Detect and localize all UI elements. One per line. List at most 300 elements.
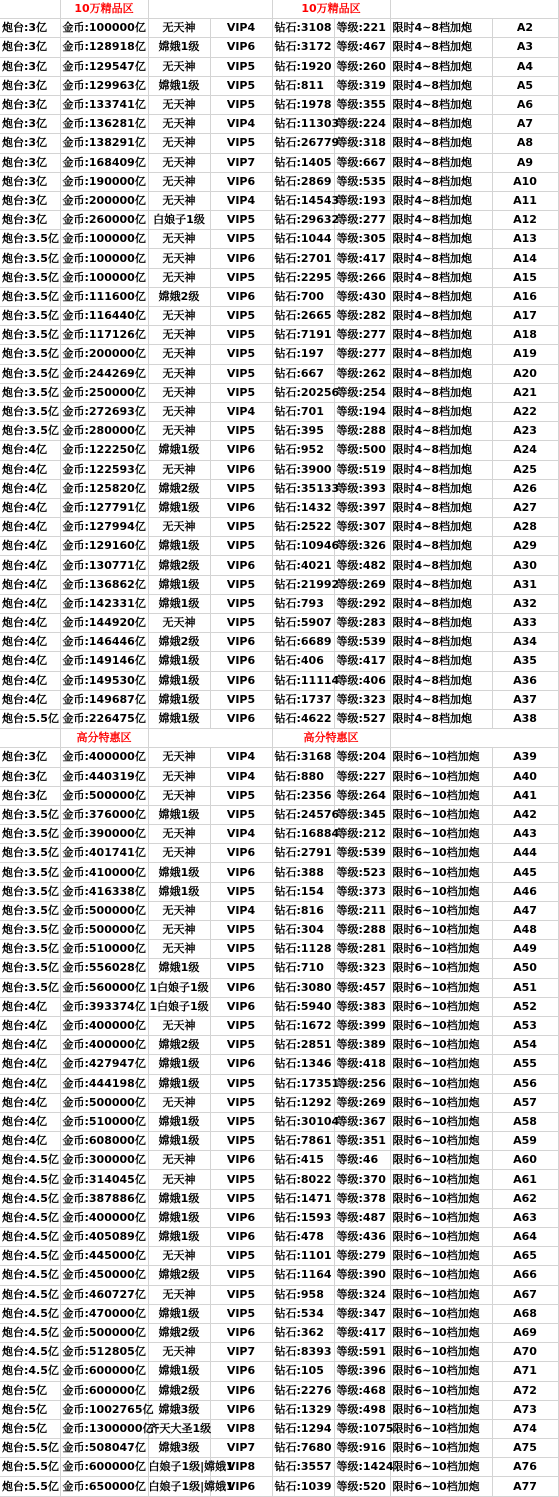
cannon-cell: 炮台:3亿 [0,134,60,153]
promo-cell: 限时6~10档加炮 [390,1419,492,1438]
table-row [0,1266,558,1285]
vip-cell: VIP5 [210,537,272,556]
code-cell: A6 [492,95,558,114]
cannon-cell: 炮台:3.5亿 [0,422,60,441]
level-cell: 等级:211 [334,901,390,920]
vip-cell: VIP5 [210,383,272,402]
diamonds-cell: 钻石:1164 [272,1266,334,1285]
promo-cell: 限时6~10档加炮 [390,844,492,863]
cannon-cell: 炮台:3亿 [0,115,60,134]
code-cell: A77 [492,1477,558,1496]
deity-cell: 无天神 [148,1247,210,1266]
cannon-cell: 炮台:3亿 [0,211,60,230]
table-row [0,786,558,805]
code-cell: A43 [492,825,558,844]
cannon-cell: 炮台:4.5亿 [0,1362,60,1381]
diamonds-cell: 钻石:304 [272,921,334,940]
vip-cell: VIP5 [210,76,272,95]
deity-cell: 无天神 [148,57,210,76]
diamonds-cell: 钻石:3168 [272,748,334,767]
cannon-cell: 炮台:3.5亿 [0,863,60,882]
code-cell: A3 [492,38,558,57]
vip-cell: VIP6 [210,633,272,652]
cannon-cell: 炮台:3亿 [0,153,60,172]
vip-cell: VIP8 [210,1458,272,1477]
promo-cell: 限时4~8档加炮 [390,76,492,95]
level-cell: 等级:539 [334,844,390,863]
promo-cell: 限时4~8档加炮 [390,383,492,402]
level-cell: 等级:288 [334,921,390,940]
level-cell: 等级:307 [334,518,390,537]
level-cell: 等级:417 [334,249,390,268]
level-cell: 等级:347 [334,1304,390,1323]
vip-cell: VIP5 [210,1036,272,1055]
coins-cell: 金币:400000亿 [60,1208,148,1227]
code-cell: A32 [492,594,558,613]
table-row [0,364,558,383]
promo-cell: 限时6~10档加炮 [390,1266,492,1285]
deity-cell: 无天神 [148,383,210,402]
diamonds-cell: 钻石:816 [272,901,334,920]
promo-cell: 限时6~10档加炮 [390,978,492,997]
coins-cell: 金币:401741亿 [60,844,148,863]
deity-cell: 无天神 [148,230,210,249]
cannon-cell: 炮台:4亿 [0,652,60,671]
table-row [0,882,558,901]
diamonds-cell: 钻石:10946 [272,537,334,556]
promo-cell: 限时6~10档加炮 [390,1439,492,1458]
empty-cell [0,729,60,748]
vip-cell: VIP4 [210,825,272,844]
promo-cell: 限时6~10档加炮 [390,1285,492,1304]
code-cell: A19 [492,345,558,364]
table-row [0,959,558,978]
cannon-cell: 炮台:3.5亿 [0,230,60,249]
cannon-cell: 炮台:4.5亿 [0,1285,60,1304]
diamonds-cell: 钻石:7861 [272,1132,334,1151]
table-row [0,978,558,997]
deity-cell: 嫦娥1级 [148,76,210,95]
cannon-cell: 炮台:4亿 [0,594,60,613]
cannon-cell: 炮台:3.5亿 [0,268,60,287]
deity-cell: 无天神 [148,518,210,537]
cannon-cell: 炮台:3.5亿 [0,901,60,920]
table-row [0,38,558,57]
deity-cell: 无天神 [148,921,210,940]
promo-cell: 限时4~8档加炮 [390,556,492,575]
table-row [0,115,558,134]
level-cell: 等级:305 [334,230,390,249]
cannon-cell: 炮台:4亿 [0,1016,60,1035]
deity-cell: 无天神 [148,748,210,767]
table-row [0,345,558,364]
table-row [0,134,558,153]
level-cell: 等级:283 [334,614,390,633]
coins-cell: 金币:129160亿 [60,537,148,556]
vip-cell: VIP6 [210,652,272,671]
cannon-cell: 炮台:4.5亿 [0,1304,60,1323]
deity-cell: 无天神 [148,249,210,268]
promo-cell: 限时6~10档加炮 [390,959,492,978]
level-cell: 等级:46 [334,1151,390,1170]
vip-cell: VIP5 [210,1266,272,1285]
table-row [0,844,558,863]
code-cell: A52 [492,997,558,1016]
deity-cell: 无天神 [148,134,210,153]
table-row [0,1016,558,1035]
diamonds-cell: 钻石:8393 [272,1343,334,1362]
promo-cell: 限时4~8档加炮 [390,134,492,153]
table-row [0,1419,558,1438]
table-row [0,1093,558,1112]
table-row [0,1228,558,1247]
deity-cell: 齐天大圣1级 [148,1419,210,1438]
code-cell: A65 [492,1247,558,1266]
section-title: 10万精品区 [272,0,390,19]
level-cell: 等级:1424 [334,1458,390,1477]
vip-cell: VIP6 [210,498,272,517]
code-cell: A37 [492,690,558,709]
code-cell: A58 [492,1112,558,1131]
code-cell: A70 [492,1343,558,1362]
cannon-cell: 炮台:4亿 [0,498,60,517]
table-row [0,402,558,421]
diamonds-cell: 钻石:11114 [272,671,334,690]
level-cell: 等级:224 [334,115,390,134]
coins-cell: 金币:650000亿 [60,1477,148,1496]
vip-cell: VIP5 [210,345,272,364]
diamonds-cell: 钻石:3557 [272,1458,334,1477]
coins-cell: 金币:608000亿 [60,1132,148,1151]
deity-cell: 嫦娥1级 [148,1228,210,1247]
vip-cell: VIP5 [210,57,272,76]
diamonds-cell: 钻石:362 [272,1323,334,1342]
diamonds-cell: 钻石:4622 [272,709,334,728]
vip-cell: VIP5 [210,518,272,537]
diamonds-cell: 钻石:415 [272,1151,334,1170]
vip-cell: VIP5 [210,211,272,230]
table-row [0,1074,558,1093]
promo-cell: 限时4~8档加炮 [390,422,492,441]
diamonds-cell: 钻石:1039 [272,1477,334,1496]
table-row [0,1132,558,1151]
coins-cell: 金币:190000亿 [60,172,148,191]
deity-cell: 嫦娥1级 [148,537,210,556]
diamonds-cell: 钻石:105 [272,1362,334,1381]
table-row [0,1247,558,1266]
section-header-premium [0,0,558,19]
vip-cell: VIP4 [210,901,272,920]
promo-cell: 限时4~8档加炮 [390,172,492,191]
level-cell: 等级:457 [334,978,390,997]
deity-cell: 嫦娥1级 [148,1112,210,1131]
vip-cell: VIP6 [210,556,272,575]
cannon-cell: 炮台:4亿 [0,614,60,633]
vip-cell: VIP5 [210,921,272,940]
code-cell: A40 [492,767,558,786]
promo-cell: 限时6~10档加炮 [390,1093,492,1112]
code-cell: A41 [492,786,558,805]
deity-cell: 嫦娥2级 [148,556,210,575]
diamonds-cell: 钻石:880 [272,767,334,786]
deity-cell: 无天神 [148,825,210,844]
promo-cell: 限时4~8档加炮 [390,268,492,287]
cannon-cell: 炮台:4亿 [0,518,60,537]
table-row [0,1458,558,1477]
vip-cell: VIP6 [210,460,272,479]
vip-cell: VIP5 [210,422,272,441]
coins-cell: 金币:125820亿 [60,479,148,498]
promo-cell: 限时4~8档加炮 [390,402,492,421]
cannon-cell: 炮台:4亿 [0,537,60,556]
promo-cell: 限时6~10档加炮 [390,1151,492,1170]
vip-cell: VIP6 [210,1400,272,1419]
cannon-cell: 炮台:3亿 [0,786,60,805]
vip-cell: VIP5 [210,1112,272,1131]
coins-cell: 金币:129547亿 [60,57,148,76]
table-row [0,1189,558,1208]
empty-cell [148,729,272,748]
diamonds-cell: 钻石:1346 [272,1055,334,1074]
table-row [0,767,558,786]
deity-cell: 无天神 [148,844,210,863]
diamonds-cell: 钻石:6689 [272,633,334,652]
cannon-cell: 炮台:3.5亿 [0,402,60,421]
coins-cell: 金币:1002765亿 [60,1400,148,1419]
vip-cell: VIP6 [210,844,272,863]
vip-cell: VIP6 [210,1208,272,1227]
promo-cell: 限时6~10档加炮 [390,1362,492,1381]
promo-cell: 限时4~8档加炮 [390,57,492,76]
code-cell: A20 [492,364,558,383]
deity-cell: 嫦娥1级 [148,1074,210,1093]
diamonds-cell: 钻石:3080 [272,978,334,997]
level-cell: 等级:292 [334,594,390,613]
level-cell: 等级:498 [334,1400,390,1419]
level-cell: 等级:279 [334,1247,390,1266]
vip-cell: VIP5 [210,1093,272,1112]
table-row [0,633,558,652]
deity-cell: 嫦娥2级 [148,1323,210,1342]
cannon-cell: 炮台:3亿 [0,57,60,76]
deity-cell: 嫦娥1级 [148,671,210,690]
table-row [0,594,558,613]
vip-cell: VIP5 [210,268,272,287]
promo-cell: 限时4~8档加炮 [390,518,492,537]
cannon-cell: 炮台:5.5亿 [0,709,60,728]
cannon-cell: 炮台:4.5亿 [0,1228,60,1247]
coins-cell: 金币:410000亿 [60,863,148,882]
code-cell: A75 [492,1439,558,1458]
cannon-cell: 炮台:5.5亿 [0,1458,60,1477]
cannon-cell: 炮台:3亿 [0,748,60,767]
diamonds-cell: 钻石:1432 [272,498,334,517]
cannon-cell: 炮台:4.5亿 [0,1189,60,1208]
table-row [0,268,558,287]
vip-cell: VIP5 [210,1170,272,1189]
level-cell: 等级:373 [334,882,390,901]
code-cell: A47 [492,901,558,920]
diamonds-cell: 钻石:7191 [272,326,334,345]
code-cell: A39 [492,748,558,767]
deity-cell: 嫦娥1级 [148,1132,210,1151]
deity-cell: 无天神 [148,422,210,441]
deity-cell: 嫦娥1级 [148,441,210,460]
diamonds-cell: 钻石:7680 [272,1439,334,1458]
deity-cell: 1白娘子1级 [148,978,210,997]
deity-cell: 1白娘子1级 [148,997,210,1016]
code-cell: A73 [492,1400,558,1419]
coins-cell: 金币:111600亿 [60,287,148,306]
coins-cell: 金币:149146亿 [60,652,148,671]
section-title: 10万精品区 [60,0,148,19]
diamonds-cell: 钻石:406 [272,652,334,671]
coins-cell: 金币:127791亿 [60,498,148,517]
table-row [0,1362,558,1381]
table-row [0,901,558,920]
table-row [0,1285,558,1304]
vip-cell: VIP4 [210,402,272,421]
level-cell: 等级:351 [334,1132,390,1151]
promo-cell: 限时6~10档加炮 [390,748,492,767]
deity-cell: 嫦娥1级 [148,805,210,824]
vip-cell: VIP6 [210,997,272,1016]
coins-cell: 金币:250000亿 [60,383,148,402]
code-cell: A21 [492,383,558,402]
diamonds-cell: 钻石:1294 [272,1419,334,1438]
empty-cell [390,729,558,748]
code-cell: A10 [492,172,558,191]
level-cell: 等级:520 [334,1477,390,1496]
vip-cell: VIP8 [210,1419,272,1438]
vip-cell: VIP6 [210,441,272,460]
vip-cell: VIP6 [210,1151,272,1170]
diamonds-cell: 钻石:2851 [272,1036,334,1055]
coins-cell: 金币:136862亿 [60,575,148,594]
diamonds-cell: 钻石:1672 [272,1016,334,1035]
level-cell: 等级:390 [334,1266,390,1285]
code-cell: A66 [492,1266,558,1285]
vip-cell: VIP5 [210,1016,272,1035]
cannon-cell: 炮台:3.5亿 [0,326,60,345]
table-row [0,1381,558,1400]
coins-cell: 金币:427947亿 [60,1055,148,1074]
promo-cell: 限时6~10档加炮 [390,1036,492,1055]
cannon-cell: 炮台:3.5亿 [0,844,60,863]
vip-cell: VIP5 [210,364,272,383]
deity-cell: 无天神 [148,153,210,172]
cannon-cell: 炮台:4亿 [0,690,60,709]
coins-cell: 金币:440319亿 [60,767,148,786]
code-cell: A44 [492,844,558,863]
coins-cell: 金币:127994亿 [60,518,148,537]
diamonds-cell: 钻石:35133 [272,479,334,498]
code-cell: A50 [492,959,558,978]
code-cell: A23 [492,422,558,441]
promo-cell: 限时4~8档加炮 [390,307,492,326]
promo-cell: 限时6~10档加炮 [390,1477,492,1496]
vip-cell: VIP4 [210,115,272,134]
promo-cell: 限时6~10档加炮 [390,863,492,882]
table-row [0,1112,558,1131]
cannon-cell: 炮台:3.5亿 [0,921,60,940]
diamonds-cell: 钻石:3900 [272,460,334,479]
level-cell: 等级:266 [334,268,390,287]
diamonds-cell: 钻石:197 [272,345,334,364]
vip-cell: VIP4 [210,767,272,786]
deity-cell: 嫦娥1级 [148,498,210,517]
level-cell: 等级:367 [334,1112,390,1131]
vip-cell: VIP6 [210,1477,272,1496]
cannon-cell: 炮台:3亿 [0,191,60,210]
deity-cell: 白娘子1级 [148,211,210,230]
promo-cell: 限时4~8档加炮 [390,441,492,460]
cannon-cell: 炮台:4亿 [0,1055,60,1074]
cannon-cell: 炮台:4亿 [0,1132,60,1151]
promo-cell: 限时4~8档加炮 [390,249,492,268]
diamonds-cell: 钻石:793 [272,594,334,613]
cannon-cell: 炮台:4.5亿 [0,1208,60,1227]
deity-cell: 无天神 [148,172,210,191]
vip-cell: VIP5 [210,1285,272,1304]
table-row [0,191,558,210]
table-row [0,614,558,633]
coins-cell: 金币:470000亿 [60,1304,148,1323]
deity-cell: 嫦娥1级 [148,959,210,978]
level-cell: 等级:417 [334,652,390,671]
cannon-cell: 炮台:3.5亿 [0,364,60,383]
coins-cell: 金币:272693亿 [60,402,148,421]
vip-cell: VIP6 [210,709,272,728]
vip-cell: VIP7 [210,153,272,172]
level-cell: 等级:417 [334,1323,390,1342]
coins-cell: 金币:387886亿 [60,1189,148,1208]
table-row [0,1343,558,1362]
diamonds-cell: 钻石:1405 [272,153,334,172]
diamonds-cell: 钻石:29632 [272,211,334,230]
deity-cell: 无天神 [148,345,210,364]
deity-cell: 无天神 [148,19,210,38]
coins-cell: 金币:416338亿 [60,882,148,901]
coins-cell: 金币:300000亿 [60,1151,148,1170]
table-row [0,76,558,95]
coins-cell: 金币:260000亿 [60,211,148,230]
promo-cell: 限时6~10档加炮 [390,1381,492,1400]
vip-cell: VIP6 [210,1381,272,1400]
coins-cell: 金币:142331亿 [60,594,148,613]
deity-cell: 无天神 [148,901,210,920]
code-cell: A25 [492,460,558,479]
vip-cell: VIP5 [210,326,272,345]
table-row [0,518,558,537]
deity-cell: 嫦娥2级 [148,1381,210,1400]
diamonds-cell: 钻石:667 [272,364,334,383]
promo-cell: 限时4~8档加炮 [390,594,492,613]
cannon-cell: 炮台:5亿 [0,1400,60,1419]
promo-cell: 限时6~10档加炮 [390,1343,492,1362]
vip-cell: VIP5 [210,594,272,613]
table-row [0,441,558,460]
promo-cell: 限时6~10档加炮 [390,1323,492,1342]
level-cell: 等级:269 [334,1093,390,1112]
deity-cell: 无天神 [148,402,210,421]
vip-cell: VIP6 [210,863,272,882]
table-row [0,383,558,402]
cannon-cell: 炮台:4亿 [0,997,60,1016]
empty-cell [0,0,60,19]
level-cell: 等级:193 [334,191,390,210]
coins-cell: 金币:405089亿 [60,1228,148,1247]
